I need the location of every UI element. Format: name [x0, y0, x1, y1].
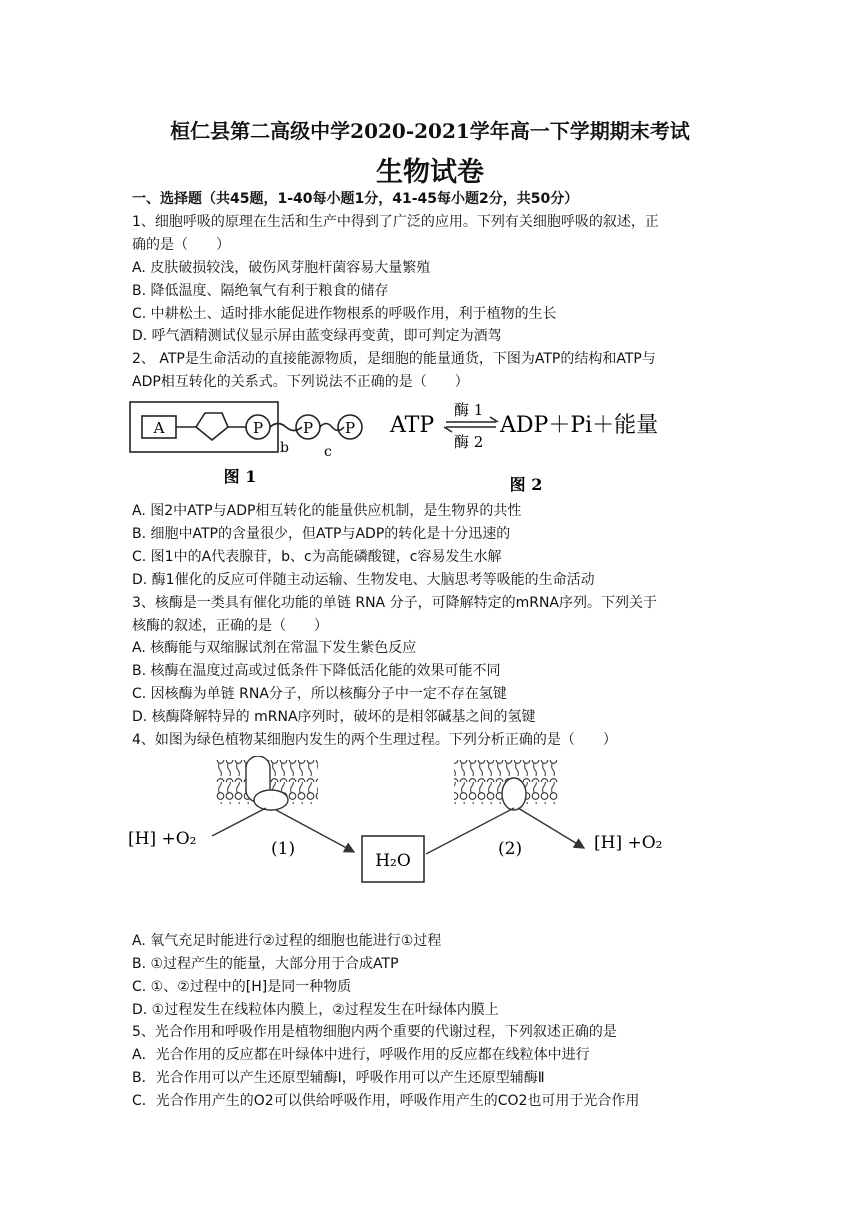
q1-option-d: D. 呼气酒精测试仪显示屏由蓝变绿再变黄，即可判定为酒驾 [132, 328, 502, 344]
q2-option-b: B. 细胞中ATP的含量很少，但ATP与ADP的转化是十分迅速的 [132, 526, 511, 542]
process-2-label: (2) [498, 839, 523, 859]
q4-option-b: B. ①过程产生的能量，大部分用于合成ATP [132, 956, 399, 972]
high-energy-bond-b [270, 424, 302, 431]
q5-option-a: A．光合作用的反应都在叶绿体中进行，呼吸作用的反应都在线粒体中进行 [132, 1047, 590, 1063]
q2-option-d: D. 酶1催化的反应可伴随主动运输、生物发电、大脑思考等吸能的生命活动 [132, 572, 595, 588]
process-1-label: (1) [271, 839, 296, 859]
q4-stem: 4、如图为绿色植物某细胞内发生的两个生理过程。下列分析正确的是（ ） [132, 732, 617, 748]
adenine-label: A [153, 419, 165, 437]
left-reactants-label: [H] +O₂ [128, 829, 197, 849]
q4-option-d: D. ①过程发生在线粒体内膜上，②过程发生在叶绿体内膜上 [132, 1002, 499, 1018]
q2-stem-line2: ADP相互转化的关系式。下列说法不正确的是（ ） [132, 374, 469, 390]
q1-stem-line2: 确的是（ ） [132, 237, 230, 253]
school-title: 桓仁县第二高级中学2020-2021学年高一下学期期末考试 [170, 119, 690, 143]
membrane-process-figure [126, 756, 706, 906]
section-heading: 一、选择题（共45题，1-40每小题1分，41-45每小题2分，共50分） [132, 191, 579, 207]
adp-pi-energy-label: ADP＋Pi＋能量 [500, 413, 659, 438]
q1-option-b: B. 降低温度、隔绝氧气有利于粮食的储存 [132, 283, 389, 299]
q3-option-d: D. 核酶降解特异的 mRNA序列时，破坏的是相邻碱基之间的氢键 [132, 709, 536, 725]
membrane-protein-2 [502, 778, 526, 810]
atp-adp-conversion-figure [386, 395, 686, 495]
phosphate-2-label: P [302, 419, 314, 437]
q2-option-c: C. 图1中的A代表腺苷，b、c为高能磷酸键，c容易发生水解 [132, 549, 502, 565]
ribose-pentagon [196, 413, 228, 440]
q5-stem: 5、光合作用和呼吸作用是植物细胞内两个重要的代谢过程，下列叙述正确的是 [132, 1024, 617, 1040]
atp-structure-figure [128, 400, 378, 495]
q1-stem-line1: 1、细胞呼吸的原理在生活和生产中得到了广泛的应用。下列有关细胞呼吸的叙述，正 [132, 214, 659, 230]
q2-option-a: A. 图2中ATP与ADP相互转化的能量供应机制，是生物界的共性 [132, 503, 522, 519]
mitochondrial-membrane [216, 756, 318, 810]
subject-title: 生物试卷 [376, 157, 484, 188]
enzyme-1-label: 酶 1 [454, 401, 484, 419]
q1-option-c: C. 中耕松土、适时排水能促进作物根系的呼吸作用，利于植物的生长 [132, 306, 557, 322]
water-label: H₂O [375, 851, 411, 871]
q3-stem-line2: 核酶的叙述，正确的是（ ） [132, 618, 328, 634]
q3-stem-line1: 3、核酶是一类具有催化功能的单链 RNA 分子，可降解特定的mRNA序列。下列关于 [132, 595, 657, 611]
enzyme-complex-1 [254, 790, 288, 810]
right-products-label: [H] +O₂ [594, 833, 663, 853]
figure-1-caption: 图 1 [223, 467, 257, 486]
q3-option-b: B. 核酶在温度过高或过低条件下降低活化能的效果可能不同 [132, 663, 501, 679]
bond-c-label: c [324, 444, 332, 460]
q4-option-a: A. 氧气充足时能进行②过程的细胞也能进行①过程 [132, 933, 442, 949]
q5-option-c: C．光合作用产生的O2可以供给呼吸作用，呼吸作用产生的CO2也可用于光合作用 [132, 1093, 640, 1109]
q4-option-c: C. ①、②过程中的[H]是同一种物质 [132, 979, 352, 995]
q2-stem-line1: 2、 ATP是生命活动的直接能源物质，是细胞的能量通货，下图为ATP的结构和ATP与 [132, 351, 656, 367]
q3-option-c: C. 因核酶为单链 RNA分子，所以核酶分子中一定不存在氢键 [132, 686, 507, 702]
bond-b-label: b [280, 440, 289, 456]
enzyme-2-label: 酶 2 [454, 433, 484, 451]
phosphate-1-label: P [252, 419, 264, 437]
atp-label: ATP [390, 413, 435, 438]
high-energy-bond-c [320, 424, 344, 431]
phosphate-3-label: P [344, 419, 356, 437]
q3-option-a: A. 核酶能与双缩脲试剂在常温下发生紫色反应 [132, 640, 417, 656]
q1-option-a: A. 皮肤破损较浅，破伤风芽胞杆菌容易大量繁殖 [132, 260, 431, 276]
q5-option-b: B．光合作用可以产生还原型辅酶Ⅰ，呼吸作用可以产生还原型辅酶Ⅱ [132, 1070, 545, 1086]
thylakoid-membrane [454, 760, 558, 810]
figure-2-caption: 图 2 [509, 475, 543, 494]
